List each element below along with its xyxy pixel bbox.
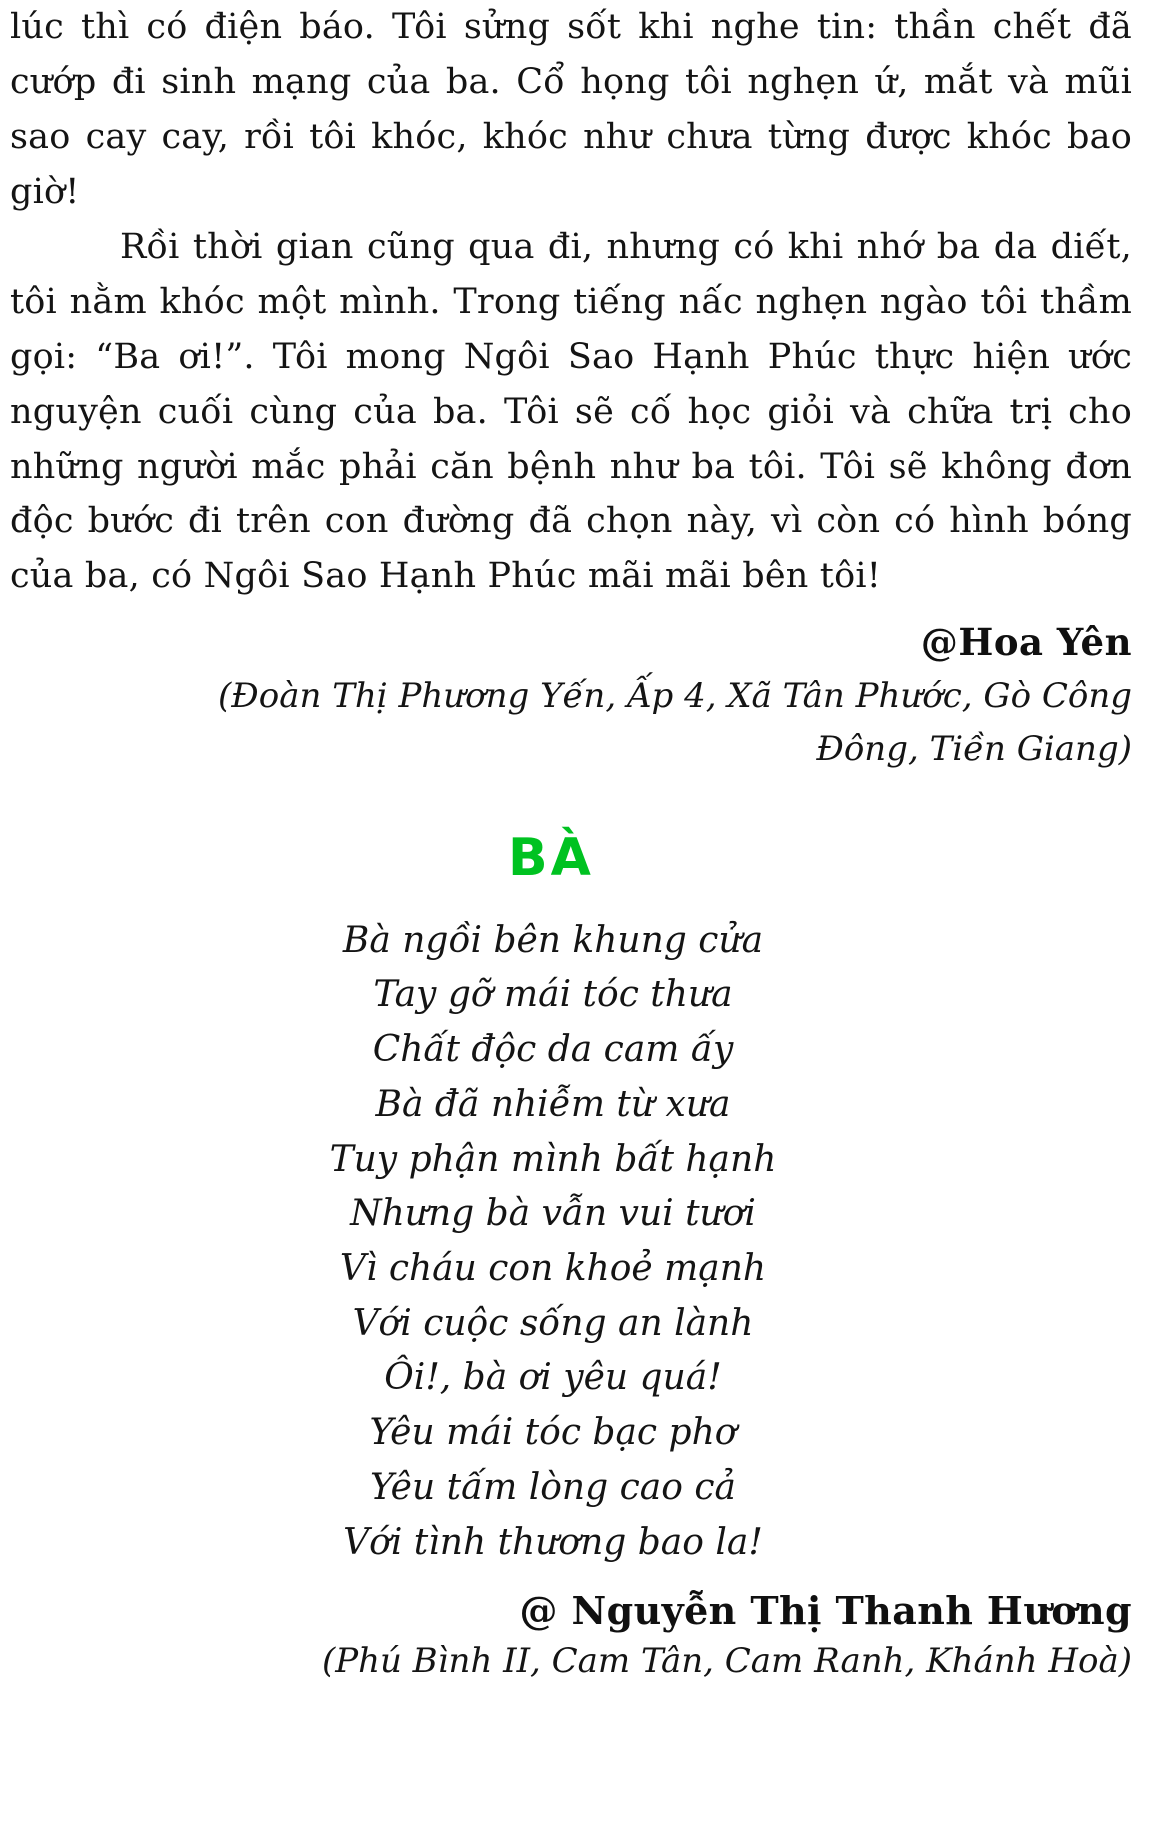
poem-line: Với cuộc sống an lành xyxy=(352,1302,754,1344)
poem-line: Chất độc da cam ấy xyxy=(372,1029,734,1071)
poem-line: Yêu tấm lòng cao cả xyxy=(370,1466,736,1508)
poem-line: Tay gỡ mái tóc thưa xyxy=(373,974,733,1016)
poem-line: Nhưng bà vẫn vui tươi xyxy=(350,1193,756,1235)
poem-body xyxy=(10,914,1132,1571)
poem-line: Tuy phận mình bất hạnh xyxy=(329,1138,777,1180)
poem-line: Yêu mái tóc bạc phơ xyxy=(369,1412,737,1454)
poem-line: Ôi!, bà ơi yêu quá! xyxy=(384,1357,722,1399)
article-byline-address: (Đoàn Thị Phương Yến, Ấp 4, Xã Tân Phước, Gò Công Đông, Tiền Giang) xyxy=(218,676,1132,769)
paragraph: Rồi thời gian cũng qua đi, nhưng có khi nhớ ba da diết, tôi nằm khóc một mình. Trong tiếng nấc nghẹn ngào tôi thầm gọi: “Ba ơi!”. Tôi mong Ngôi Sao Hạnh Phúc thực hiện ước nguyện cuối cùng của ba. Tôi sẽ cố học giỏi và chữa trị cho những người mắc phải căn bệnh như ba tôi. Tôi sẽ không đơn độc bước đi trên con đường đã chọn này, vì còn có hình bóng của ba, có Ngôi Sao Hạnh Phúc mãi mãi bên tôi! xyxy=(10,226,1132,597)
poem-line: Vì cháu con khoẻ mạnh xyxy=(339,1248,767,1289)
poem-author: @ Nguyễn Thị Thanh Hương xyxy=(519,1588,1132,1634)
poem-line: Bà đã nhiễm từ xưa xyxy=(375,1083,731,1125)
poem-line: Với tình thương bao la! xyxy=(343,1521,763,1563)
poem-author-address: (Phú Bình II, Cam Tân, Cam Ranh, Khánh Hoà) xyxy=(321,1641,1132,1682)
paragraph-continuation: lúc thì có điện báo. Tôi sửng sốt khi nghe tin: thần chết đã cướp đi sinh mạng của ba. Cổ họng tôi nghẹn ứ, mắt và mũi sao cay cay, rồi tôi khóc, khóc như chưa từng được khóc bao giờ! xyxy=(10,7,1132,212)
poem-line: Bà ngồi bên khung cửa xyxy=(342,919,764,961)
poem-title: BÀ xyxy=(508,827,594,888)
article-body xyxy=(10,0,1132,604)
article-byline: @Hoa Yên xyxy=(920,620,1132,665)
